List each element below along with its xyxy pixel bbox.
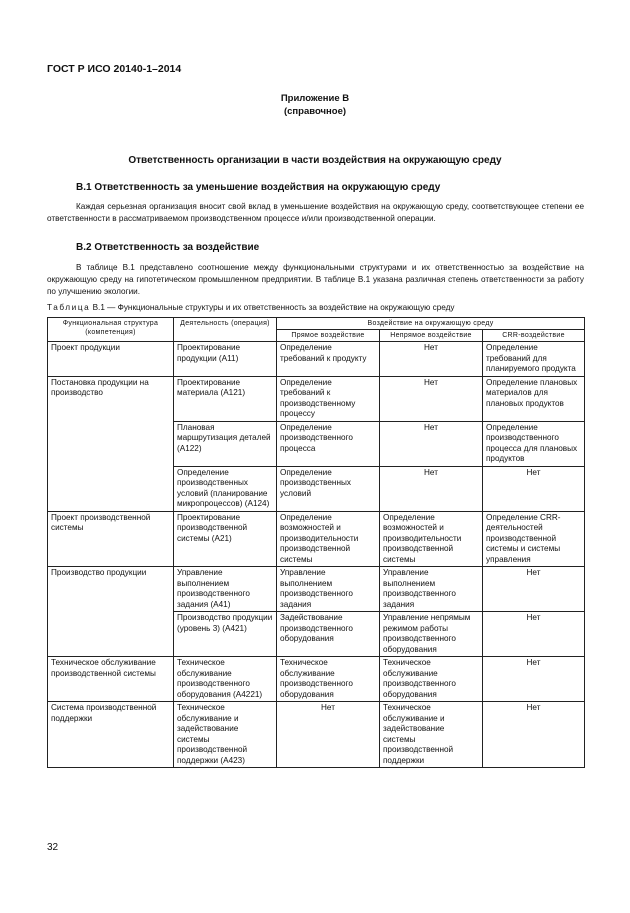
header-crr: CRR-воздействие (483, 330, 585, 342)
table-row (48, 342, 585, 377)
cell-activity: Проектирование продукции (А11) (174, 342, 277, 377)
page-number: 32 (47, 842, 59, 853)
cell-activity: Производство продукции (уровень 3) (А421) (174, 612, 277, 657)
cell-indirect: Управление непрямым режимом работы производственного оборудования (380, 612, 483, 657)
cell-indirect: Техническое обслуживание производственного оборудования (380, 657, 483, 702)
header-direct: Прямое воздействие (277, 330, 380, 342)
cell-direct: Определение требований к продукту (277, 342, 380, 377)
cell-direct: Определение возможностей и производительности производственной системы (277, 511, 380, 567)
cell-activity: Определение производственных условий (планирование микропроцессов) (А124) (174, 466, 277, 511)
cell-direct: Определение требований к производственному процессу (277, 376, 380, 421)
section-b2-text: В таблице В.1 представлено соотношение между функциональными структурами и их ответственностью за воздействие на окружающую среду на гипотетическом промышленном предприятии. В таблице В.1 указана различная степень ответственности за работу по улучшению экологии. (47, 263, 584, 296)
cell-crr: Определение плановых материалов для плановых продуктов (483, 376, 585, 421)
table-caption-text: В.1 — Функциональные структуры и их ответственность за воздействие на окружающую среду (90, 303, 455, 312)
cell-direct: Управление выполнением производственного задания (277, 567, 380, 612)
cell-crr: Определение CRR-деятельностей производственной системы и системы управления (483, 511, 585, 567)
section-b2-heading: В.2 Ответственность за воздействие (76, 242, 260, 253)
cell-direct: Нет (277, 702, 380, 768)
table-row (48, 567, 585, 612)
cell-structure: Техническое обслуживание производственной системы (48, 657, 174, 702)
cell-activity: Техническое обслуживание и задействование системы производственной поддержки (А423) (174, 702, 277, 768)
cell-indirect: Определение возможностей и производительности производственной системы (380, 511, 483, 567)
section-b1-text: Каждая серьезная организация вносит свой вклад в уменьшение воздействия на окружающую среду, соответствующее степени ее ответственности в рассматриваемом производственном процессе и/или производственной операции. (47, 202, 584, 223)
appendix-title: Приложение В (280, 93, 350, 104)
cell-activity: Проектирование производственной системы (А21) (174, 511, 277, 567)
cell-crr: Нет (483, 657, 585, 702)
table-row (48, 657, 585, 702)
cell-crr: Нет (483, 702, 585, 768)
cell-indirect: Нет (380, 342, 483, 377)
cell-structure: Система производственной поддержки (48, 702, 174, 768)
cell-activity: Управление выполнением производственного задания (А41) (174, 567, 277, 612)
cell-activity: Проектирование материала (А121) (174, 376, 277, 421)
appendix-heading (0, 92, 630, 118)
cell-indirect: Нет (380, 376, 483, 421)
section-b1-heading: В.1 Ответственность за уменьшение воздействия на окружающую среду (76, 182, 441, 193)
responsibility-table (47, 317, 585, 768)
cell-direct: Техническое обслуживание производственного оборудования (277, 657, 380, 702)
cell-indirect: Управление выполнением производственного задания (380, 567, 483, 612)
cell-direct: Задействование производственного оборудования (277, 612, 380, 657)
cell-structure: Проект производственной системы (48, 511, 174, 567)
cell-structure: Постановка продукции на производство (48, 376, 174, 511)
cell-direct: Определение производственных условий (277, 466, 380, 511)
appendix-main-title: Ответственность организации в части воздействия на окружающую среду (128, 155, 502, 166)
table-caption-prefix: Таблица (47, 303, 91, 312)
cell-crr: Определение требований для планируемого продукта (483, 342, 585, 377)
table-header-row (48, 318, 585, 330)
table-row (48, 702, 585, 768)
table-row (48, 376, 585, 421)
table-caption (47, 303, 455, 312)
standard-header: ГОСТ Р ИСО 20140-1–2014 (47, 63, 182, 75)
cell-direct: Определение производственного процесса (277, 421, 380, 466)
cell-structure: Проект продукции (48, 342, 174, 377)
cell-indirect: Нет (380, 466, 483, 511)
cell-crr: Нет (483, 466, 585, 511)
cell-indirect: Техническое обслуживание и задействование системы производственной поддержки (380, 702, 483, 768)
cell-crr: Нет (483, 567, 585, 612)
table-row (48, 511, 585, 567)
header-indirect: Непрямое воздействие (380, 330, 483, 342)
cell-activity: Техническое обслуживание производственного оборудования (А4221) (174, 657, 277, 702)
cell-crr: Определение производственного процесса для плановых продуктов (483, 421, 585, 466)
cell-structure: Производство продукции (48, 567, 174, 657)
cell-crr: Нет (483, 612, 585, 657)
header-activity: Деятельность (операция) (174, 318, 277, 342)
appendix-subtitle: (справочное) (283, 106, 347, 117)
cell-indirect: Нет (380, 421, 483, 466)
header-impact-group: Воздействие на окружающую среду (277, 318, 585, 330)
header-structure: Функциональная структура (компетенция) (48, 318, 174, 342)
cell-activity: Плановая маршрутизация деталей (А122) (174, 421, 277, 466)
